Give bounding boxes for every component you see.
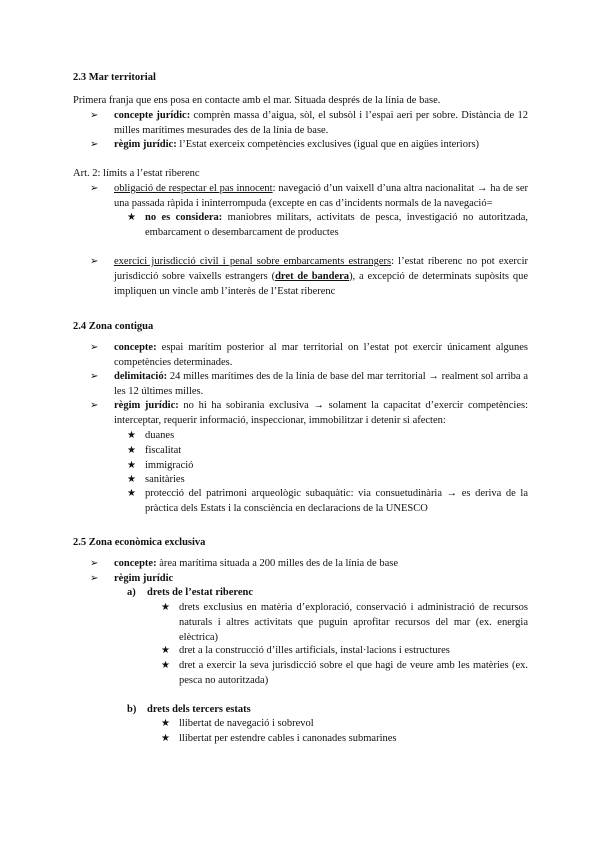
list-item: ➢ delimitació: 24 milles marítimes des de la línia de base del mar territorial → realment sol arriba a les 12 últimes milles. bbox=[90, 371, 528, 397]
star-bullet-icon: ★ bbox=[127, 474, 136, 485]
star-bullet-icon: ★ bbox=[161, 733, 170, 744]
list-item: ★ dret a exercir la seva jurisdicció sobre el que hagi de veure amb les matèries (ex. pesca no autoritzada) bbox=[161, 660, 528, 686]
list-item: ➢ règim jurídic bbox=[90, 573, 174, 584]
star-bullet-icon: ★ bbox=[127, 488, 136, 499]
list-item: ★ no es considera: maniobres militars, activitats de pesca, investigació no autoritzada, embarcament o desembarcament de productes bbox=[127, 212, 529, 238]
star-bullet-icon: ★ bbox=[161, 645, 170, 656]
arrow-bullet-icon: ➢ bbox=[90, 256, 99, 267]
arrow-bullet-icon: ➢ bbox=[90, 139, 99, 150]
arrow-bullet-icon: ➢ bbox=[90, 558, 99, 569]
arrow-bullet-icon: ➢ bbox=[90, 400, 99, 411]
star-bullet-icon: ★ bbox=[127, 430, 136, 441]
list-item: ➢ obligació de respectar el pas innocent: navegació d’un vaixell d’una altra nacionalitat → ha de ser una passada ràpida i ininterrompuda (excepte en cas d’incidents normals de la navegació= bbox=[90, 183, 528, 209]
list-item: ➢ concepte: espai marítim posterior al mar territorial on l’estat pot exercir únicament algunes competències determinades. bbox=[90, 342, 528, 368]
section-heading-zona-contigua: 2.4 Zona contigua bbox=[73, 321, 154, 332]
list-item: ★ sanitàries bbox=[127, 474, 185, 485]
section-heading-mar-territorial: 2.3 Mar territorial bbox=[73, 72, 156, 83]
star-bullet-icon: ★ bbox=[161, 602, 170, 613]
list-item: ➢ règim jurídic: l’Estat exerceix competències exclusives (igual que en aigües interiors) bbox=[90, 139, 480, 150]
list-item: ➢ exercici jurisdicció civil i penal sobre embarcaments estrangers: l’estat riberenc no pot exercir jurisdicció sobre vaixells estrangers (dret de bandera), a excepció de determinats supòsits que impliquen un vincle amb l’interès de l’Estat riberenc bbox=[90, 256, 528, 297]
arrow-bullet-icon: ➢ bbox=[90, 183, 99, 194]
subheading-a: a) drets de l’estat riberenc bbox=[127, 587, 254, 598]
arrow-bullet-icon: ➢ bbox=[90, 573, 99, 584]
list-item: ★ llibertat per estendre cables i canonades submarines bbox=[161, 733, 397, 744]
list-item: ★ protecció del patrimoni arqueològic subaquàtic: via consuetudinària → es deriva de la pràctica dels Estats i la consciència en declaracions de la UNESCO bbox=[127, 488, 528, 514]
list-item: ★ duanes bbox=[127, 430, 175, 441]
list-item: ★ dret a la construcció d’illes artificials, instal·lacions i estructures bbox=[161, 645, 450, 656]
section-heading-zona-economica: 2.5 Zona econòmica exclusiva bbox=[73, 537, 206, 548]
list-item: ★ drets exclusius en matèria d’exploració, conservació i administració de recursos naturals i altres activitats que puguin aprofitar recursos del mar (ex. energia elèctrica) bbox=[161, 602, 528, 643]
list-item: ★ llibertat de navegació i sobrevol bbox=[161, 718, 314, 729]
arrow-bullet-icon: ➢ bbox=[90, 110, 99, 121]
arrow-bullet-icon: ➢ bbox=[90, 371, 99, 382]
article-title: Art. 2: límits a l’estat riberenc bbox=[73, 168, 200, 179]
star-bullet-icon: ★ bbox=[127, 460, 136, 471]
list-item: ★ immigració bbox=[127, 460, 194, 471]
intro-paragraph: Primera franja que ens posa en contacte amb el mar. Situada després de la línia de base. bbox=[73, 95, 441, 106]
list-item: ➢ règim jurídic: no hi ha sobirania exclusiva → solament la capacitat d’exercir competències: interceptar, requerir informació, inspeccionar, immobilitzar i detenir si afecten: bbox=[90, 400, 529, 426]
list-item: ➢ concepte: àrea marítima situada a 200 milles des de la línia de base bbox=[90, 558, 398, 569]
star-bullet-icon: ★ bbox=[161, 660, 170, 671]
star-bullet-icon: ★ bbox=[127, 445, 136, 456]
arrow-bullet-icon: ➢ bbox=[90, 342, 99, 353]
star-bullet-icon: ★ bbox=[161, 718, 170, 729]
list-item: ★ fiscalitat bbox=[127, 445, 182, 456]
list-item: ➢ concepte jurídic: comprèn massa d’aigua, sòl, el subsòl i l’espai aeri per sobre. Distància de 12 milles marítimes mesurades des de la línia de base. bbox=[90, 110, 528, 136]
subheading-b: b) drets dels tercers estats bbox=[127, 704, 251, 715]
star-bullet-icon: ★ bbox=[127, 212, 136, 223]
